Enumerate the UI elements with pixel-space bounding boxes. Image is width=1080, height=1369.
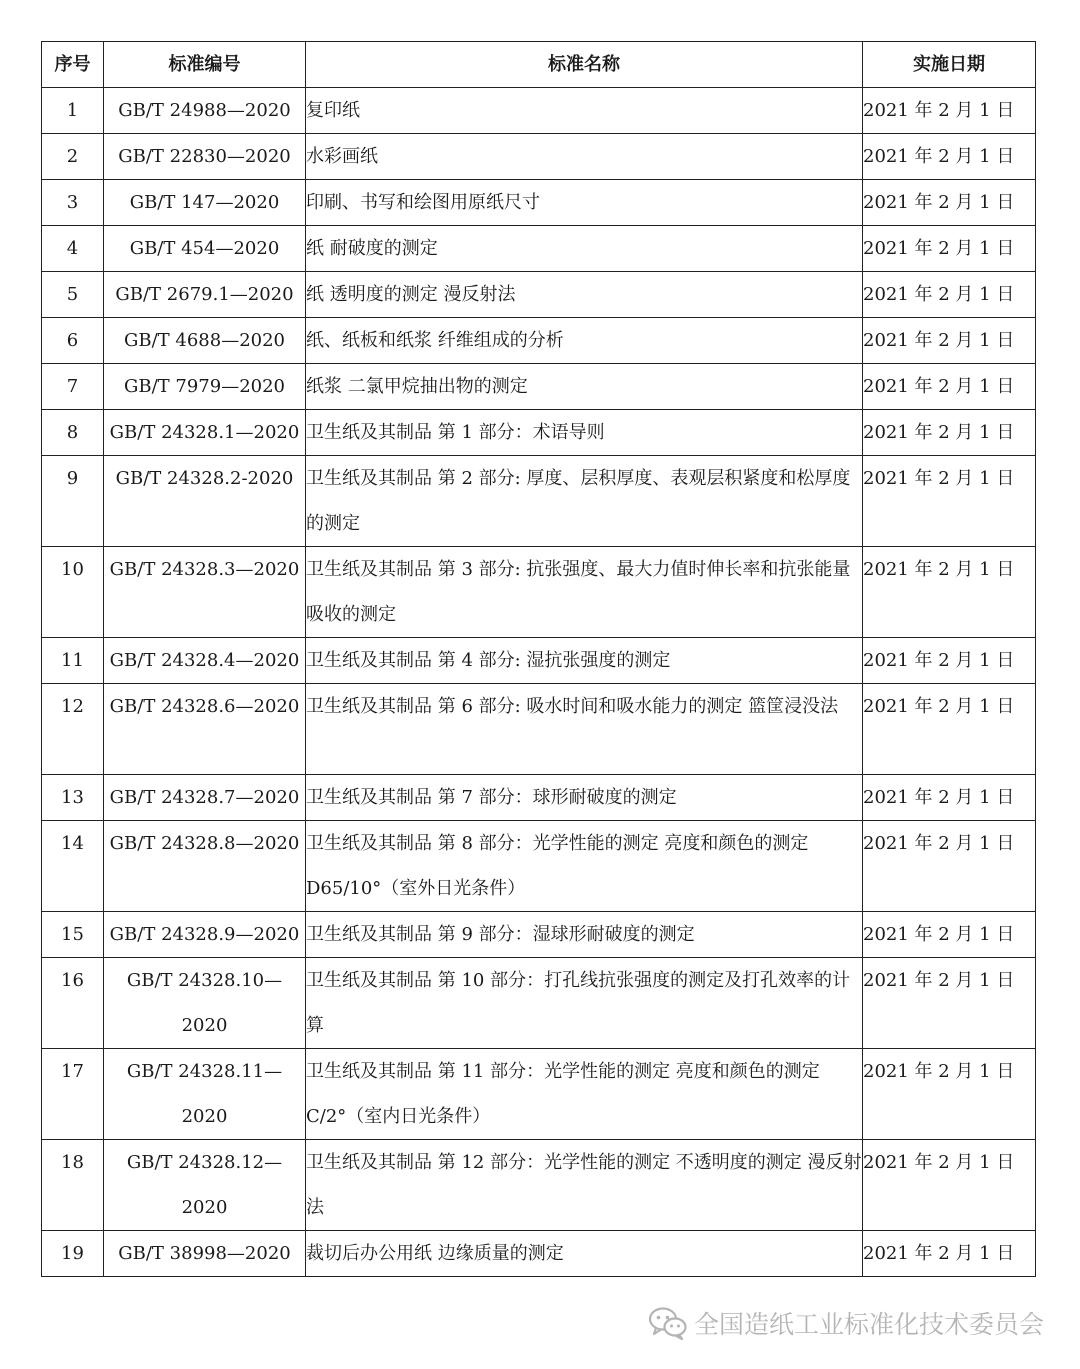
table-row xyxy=(42,912,1036,958)
table-row xyxy=(42,180,1036,226)
standard-code-cell: GB/T 24328.7—2020 xyxy=(104,775,306,821)
watermark xyxy=(648,1303,1044,1343)
standard-name-cell: 卫生纸及其制品 第 1 部分：术语导则 xyxy=(306,410,863,456)
standard-code-cell: GB/T 22830—2020 xyxy=(104,134,306,180)
table-row xyxy=(42,88,1036,134)
standard-code-cell: GB/T 24328.3—2020 xyxy=(104,547,306,638)
table-body xyxy=(42,88,1036,1277)
effective-date-cell: 2021 年 2 月 1 日 xyxy=(863,547,1036,638)
serial-number-cell: 17 xyxy=(42,1049,104,1140)
standard-code-cell: GB/T 147—2020 xyxy=(104,180,306,226)
table-row xyxy=(42,775,1036,821)
standard-code-cell: GB/T 7979—2020 xyxy=(104,364,306,410)
effective-date-cell: 2021 年 2 月 1 日 xyxy=(863,684,1036,775)
wechat-icon xyxy=(648,1306,688,1340)
standard-name-cell: 卫生纸及其制品 第 3 部分: 抗张强度、最大力值时伸长率和抗张能量吸收的测定 xyxy=(306,547,863,638)
serial-number-cell: 3 xyxy=(42,180,104,226)
effective-date-cell: 2021 年 2 月 1 日 xyxy=(863,318,1036,364)
standard-code-cell: GB/T 24328.11—2020 xyxy=(104,1049,306,1140)
standard-code-cell: GB/T 24328.1—2020 xyxy=(104,410,306,456)
standard-name-cell: 纸 透明度的测定 漫反射法 xyxy=(306,272,863,318)
effective-date-cell: 2021 年 2 月 1 日 xyxy=(863,88,1036,134)
serial-number-cell: 19 xyxy=(42,1231,104,1277)
standard-name-cell: 卫生纸及其制品 第 9 部分：湿球形耐破度的测定 xyxy=(306,912,863,958)
header-standard-code: 标准编号 xyxy=(104,42,306,88)
effective-date-cell: 2021 年 2 月 1 日 xyxy=(863,410,1036,456)
effective-date-cell: 2021 年 2 月 1 日 xyxy=(863,775,1036,821)
table-row xyxy=(42,821,1036,912)
table-row xyxy=(42,1049,1036,1140)
serial-number-cell: 8 xyxy=(42,410,104,456)
serial-number-cell: 5 xyxy=(42,272,104,318)
standards-table xyxy=(41,41,1036,1277)
serial-number-cell: 15 xyxy=(42,912,104,958)
table-row xyxy=(42,272,1036,318)
serial-number-cell: 10 xyxy=(42,547,104,638)
effective-date-cell: 2021 年 2 月 1 日 xyxy=(863,912,1036,958)
standard-name-cell: 纸 耐破度的测定 xyxy=(306,226,863,272)
standard-name-cell: 卫生纸及其制品 第 7 部分：球形耐破度的测定 xyxy=(306,775,863,821)
header-serial-number: 序号 xyxy=(42,42,104,88)
serial-number-cell: 16 xyxy=(42,958,104,1049)
header-effective-date: 实施日期 xyxy=(863,42,1036,88)
serial-number-cell: 4 xyxy=(42,226,104,272)
serial-number-cell: 14 xyxy=(42,821,104,912)
table-header-row xyxy=(42,42,1036,88)
serial-number-cell: 1 xyxy=(42,88,104,134)
serial-number-cell: 6 xyxy=(42,318,104,364)
standard-name-cell: 卫生纸及其制品 第 8 部分：光学性能的测定 亮度和颜色的测定 D65/10°（室外日光条件） xyxy=(306,821,863,912)
standard-name-cell: 卫生纸及其制品 第 4 部分: 湿抗张强度的测定 xyxy=(306,638,863,684)
effective-date-cell: 2021 年 2 月 1 日 xyxy=(863,1231,1036,1277)
standard-name-cell: 裁切后办公用纸 边缘质量的测定 xyxy=(306,1231,863,1277)
table-row xyxy=(42,1231,1036,1277)
standard-code-cell: GB/T 2679.1—2020 xyxy=(104,272,306,318)
effective-date-cell: 2021 年 2 月 1 日 xyxy=(863,180,1036,226)
effective-date-cell: 2021 年 2 月 1 日 xyxy=(863,1049,1036,1140)
effective-date-cell: 2021 年 2 月 1 日 xyxy=(863,1140,1036,1231)
standard-code-cell: GB/T 454—2020 xyxy=(104,226,306,272)
standard-name-cell: 卫生纸及其制品 第 6 部分: 吸水时间和吸水能力的测定 篮筐浸没法 xyxy=(306,684,863,775)
serial-number-cell: 12 xyxy=(42,684,104,775)
header-standard-name: 标准名称 xyxy=(306,42,863,88)
effective-date-cell: 2021 年 2 月 1 日 xyxy=(863,821,1036,912)
standard-code-cell: GB/T 24328.12—2020 xyxy=(104,1140,306,1231)
standard-code-cell: GB/T 24328.2-2020 xyxy=(104,456,306,547)
standard-name-cell: 卫生纸及其制品 第 10 部分：打孔线抗张强度的测定及打孔效率的计算 xyxy=(306,958,863,1049)
serial-number-cell: 9 xyxy=(42,456,104,547)
table-row xyxy=(42,638,1036,684)
standard-name-cell: 复印纸 xyxy=(306,88,863,134)
effective-date-cell: 2021 年 2 月 1 日 xyxy=(863,134,1036,180)
standard-name-cell: 印刷、书写和绘图用原纸尺寸 xyxy=(306,180,863,226)
serial-number-cell: 11 xyxy=(42,638,104,684)
effective-date-cell: 2021 年 2 月 1 日 xyxy=(863,958,1036,1049)
table-row xyxy=(42,134,1036,180)
standard-name-cell: 纸、纸板和纸浆 纤维组成的分析 xyxy=(306,318,863,364)
standard-code-cell: GB/T 24328.9—2020 xyxy=(104,912,306,958)
standard-code-cell: GB/T 24988—2020 xyxy=(104,88,306,134)
standard-name-cell: 卫生纸及其制品 第 12 部分：光学性能的测定 不透明度的测定 漫反射法 xyxy=(306,1140,863,1231)
effective-date-cell: 2021 年 2 月 1 日 xyxy=(863,226,1036,272)
effective-date-cell: 2021 年 2 月 1 日 xyxy=(863,272,1036,318)
table-row xyxy=(42,456,1036,547)
serial-number-cell: 18 xyxy=(42,1140,104,1231)
standard-name-cell: 纸浆 二氯甲烷抽出物的测定 xyxy=(306,364,863,410)
standard-code-cell: GB/T 24328.10—2020 xyxy=(104,958,306,1049)
table-row xyxy=(42,410,1036,456)
watermark-text: 全国造纸工业标准化技术委员会 xyxy=(693,1310,1044,1339)
effective-date-cell: 2021 年 2 月 1 日 xyxy=(863,456,1036,547)
standard-code-cell: GB/T 38998—2020 xyxy=(104,1231,306,1277)
standard-name-cell: 卫生纸及其制品 第 11 部分：光学性能的测定 亮度和颜色的测定 C/2°（室内日光条件） xyxy=(306,1049,863,1140)
table-row xyxy=(42,684,1036,775)
effective-date-cell: 2021 年 2 月 1 日 xyxy=(863,364,1036,410)
table-row xyxy=(42,226,1036,272)
serial-number-cell: 2 xyxy=(42,134,104,180)
serial-number-cell: 13 xyxy=(42,775,104,821)
table-row xyxy=(42,364,1036,410)
standard-code-cell: GB/T 24328.6—2020 xyxy=(104,684,306,775)
standard-code-cell: GB/T 24328.8—2020 xyxy=(104,821,306,912)
serial-number-cell: 7 xyxy=(42,364,104,410)
standard-code-cell: GB/T 4688—2020 xyxy=(104,318,306,364)
table-row xyxy=(42,547,1036,638)
table-row xyxy=(42,958,1036,1049)
standard-code-cell: GB/T 24328.4—2020 xyxy=(104,638,306,684)
table-row xyxy=(42,1140,1036,1231)
standard-name-cell: 卫生纸及其制品 第 2 部分: 厚度、层积厚度、表观层积紧度和松厚度的测定 xyxy=(306,456,863,547)
effective-date-cell: 2021 年 2 月 1 日 xyxy=(863,638,1036,684)
table-row xyxy=(42,318,1036,364)
standard-name-cell: 水彩画纸 xyxy=(306,134,863,180)
